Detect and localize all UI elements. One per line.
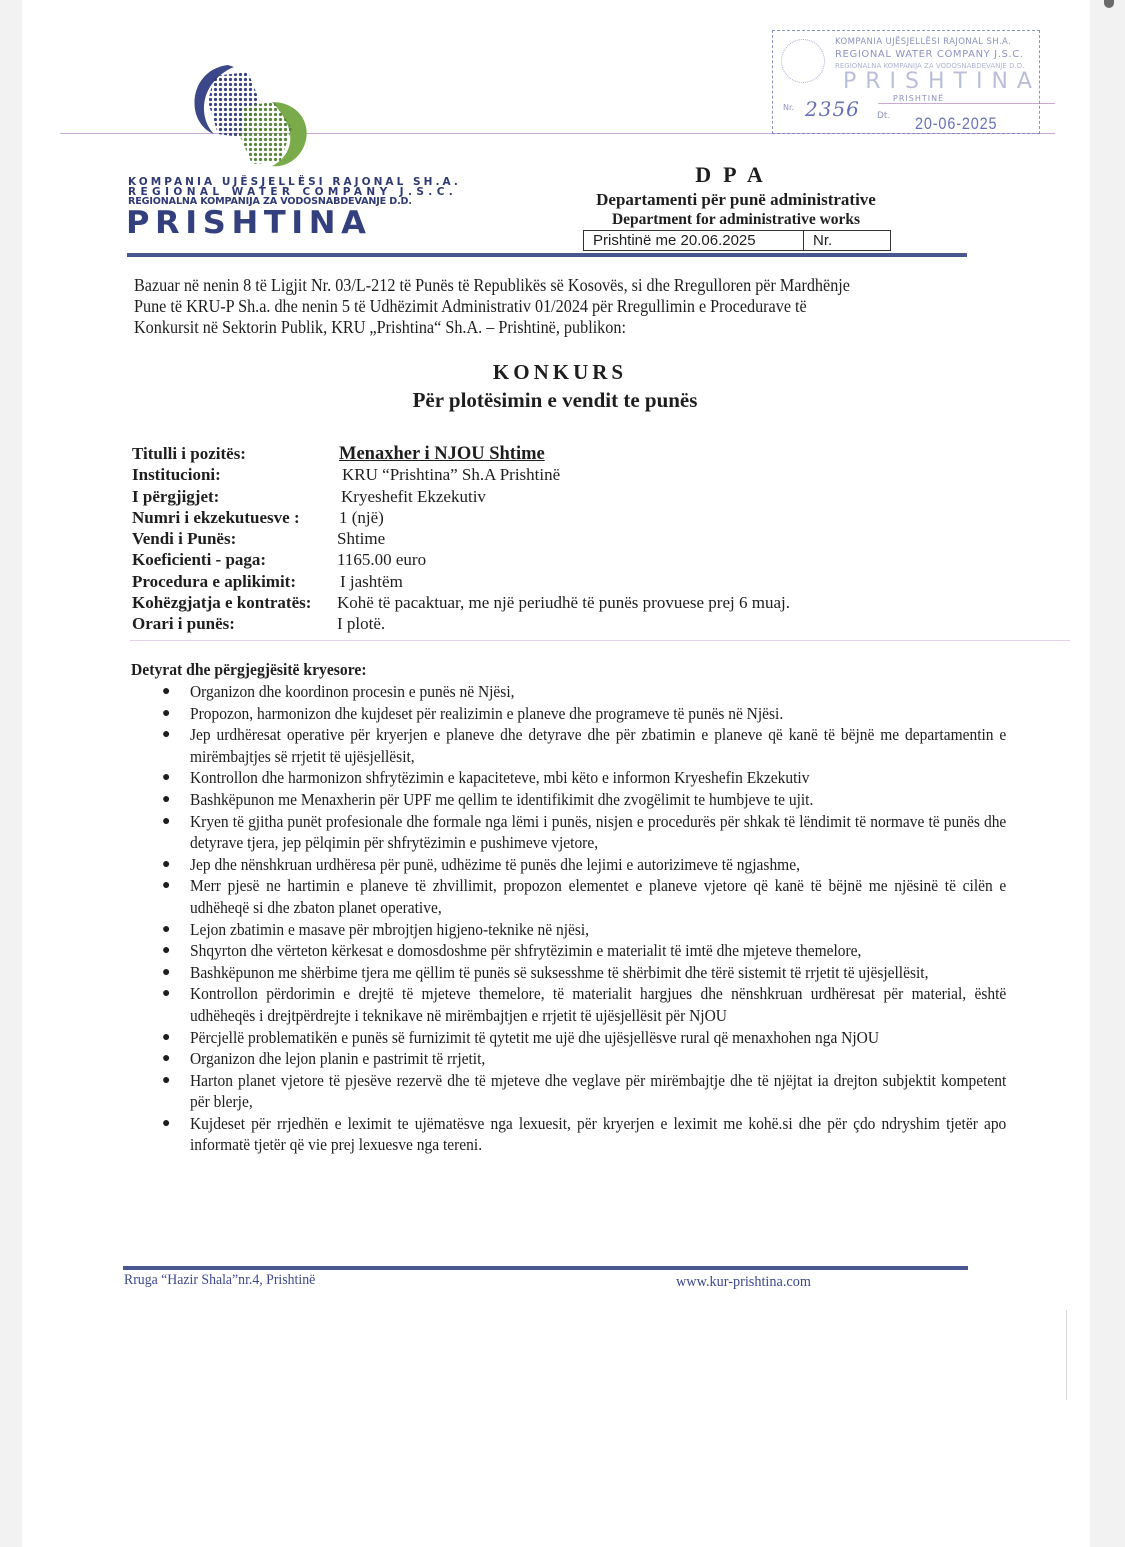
duty-item bbox=[150, 854, 980, 876]
duty-text: Bashkëpunon me Menaxherin për UPF me qellim te identifikimit dhe zvogëlimit te humbjeve te ujit. bbox=[190, 789, 814, 809]
detail-value: Kryeshefit Ekzekutiv bbox=[341, 486, 486, 506]
detail-row bbox=[132, 529, 932, 550]
document-subtitle: Për plotësimin e vendit te punës bbox=[412, 388, 698, 412]
duty-text: Shqyrton dhe vërteton kërkesat e domosdoshme për shfrytëzimin e materialit të imtë dhe mjeteve themelore, bbox=[190, 941, 862, 961]
duties-list bbox=[150, 681, 1007, 1156]
stamp-date: 20-06-2025 bbox=[915, 114, 998, 133]
duty-text: Bashkëpunon me shërbime tjera me qëllim të punës së suksesshme të shërbimit dhe tërë sistemit të rrjetit të ujësjellësit, bbox=[190, 962, 929, 982]
duty-text: Përcjellë problematikën e punës së furnizimit të qytetit me ujë dhe ujësjellësve rural që menaxhohen nga NjOU bbox=[190, 1027, 880, 1047]
department-code: DPA bbox=[695, 162, 775, 187]
detail-label: Koeficienti - paga: bbox=[132, 550, 267, 570]
stamp-line-1: KOMPANIA UJËSJELLËSI RAJONAL SH.A. bbox=[835, 37, 1012, 47]
duty-item bbox=[150, 919, 980, 941]
place-date: Prishtinë me 20.06.2025 bbox=[584, 231, 804, 250]
detail-value: 1 (një) bbox=[339, 507, 384, 527]
detail-label: Vendi i Punës: bbox=[132, 529, 237, 549]
detail-value: Kohë të pacaktuar, me një periudhë të punës provuese prej 6 muaj. bbox=[337, 593, 790, 613]
bullet-icon: ● bbox=[162, 813, 171, 829]
duty-item bbox=[150, 1048, 980, 1070]
position-title-value: Menaxher i NJOU Shtime bbox=[339, 444, 545, 464]
org-name-english: REGIONAL WATER COMPANY J.S.C. bbox=[128, 186, 458, 198]
department-name-albanian: Departamenti për punë administrative bbox=[596, 190, 876, 209]
detail-row bbox=[132, 614, 932, 635]
duty-text: Organizon dhe koordinon procesin e punës në Njësi, bbox=[190, 682, 515, 701]
detail-value: KRU “Prishtina” Sh.A Prishtinë bbox=[342, 465, 561, 485]
bullet-icon: ● bbox=[162, 986, 171, 1002]
duty-text: Kontrollon dhe harmonizon shfrytëzimin e kapaciteteve, mbi këto e informon Kryeshefin Ekzekutiv bbox=[190, 768, 810, 788]
duty-text: Kujdeset për rrjedhën e leximit te ujëmatësve nga lexuesit, për kryerjen e leximit me kohë.si dhe për çdo ndryshim tjetër apo informatë tjetër që vie prej lexuesve nga tereni. bbox=[190, 1113, 1007, 1155]
bullet-icon: ● bbox=[162, 791, 171, 807]
stamp-nr-label: Nr. bbox=[783, 103, 795, 112]
duty-item bbox=[150, 875, 1007, 918]
duty-text: Jep urdhëresat operative për kryerjen e planeve dhe detyrave dhe për zbatimin e planeve që kanë të bëjnë me departamentin e mirëmbajtjes së rrjetit të ujësjellësit, bbox=[190, 725, 1007, 766]
bullet-icon: ● bbox=[162, 943, 171, 959]
duty-text: Lejon zbatimin e masave për mbrojtjen higjeno-teknike në njësi, bbox=[190, 919, 590, 939]
document-title: KONKURS bbox=[492, 360, 628, 384]
detail-value: 1165.00 euro bbox=[337, 550, 427, 570]
scrollbar-thumb[interactable] bbox=[1104, 0, 1114, 8]
org-brand-name: PRISHTINA bbox=[126, 203, 372, 241]
stamp-date-label: Dt. bbox=[877, 111, 891, 121]
duty-text: Harton planet vjetore të pjesëve rezervë dhe të mjeteve dhe veglave për mirëmbajtje dhe të njëjtat ia drejton subjektit kompetent për blerje, bbox=[190, 1070, 1007, 1112]
bullet-icon: ● bbox=[162, 921, 171, 937]
stamp-city: PRISHTINË bbox=[893, 94, 945, 103]
detail-label: Institucioni: bbox=[132, 465, 221, 485]
detail-row bbox=[132, 465, 932, 486]
duty-text: Kryen të gjitha punët profesionale dhe formale nga lëmi i punës, nisjen e procedurës për shkak të lëndimit të normave të punës dhe detyrave tjera, jep pëlqimin për shfrytëzimin e pushimeve vjetore, bbox=[190, 811, 1007, 853]
reference-number-label: Nr. bbox=[813, 232, 833, 249]
detail-row bbox=[132, 444, 932, 465]
reference-box bbox=[583, 230, 891, 251]
duty-item bbox=[150, 1070, 1007, 1113]
footer-address: Rruga “Hazir Shala”nr.4, Prishtinë bbox=[124, 1272, 316, 1288]
detail-row bbox=[132, 508, 932, 529]
bullet-icon: ● bbox=[162, 1051, 171, 1067]
ruled-line bbox=[130, 640, 1070, 641]
org-name-albanian: KOMPANIA UJËSJELLËSI RAJONAL SH.A. bbox=[128, 176, 461, 188]
detail-label: Procedura e aplikimit: bbox=[132, 571, 296, 591]
department-name-english: Department for administrative works bbox=[611, 211, 861, 228]
stamp-logo-icon bbox=[781, 39, 825, 83]
footer-website-link[interactable]: www.kur-prishtina.com bbox=[676, 1274, 811, 1290]
duty-text: Kontrollon përdorimin e drejtë të mjeteve themelore, të materialit hargjues dhe nënshkruan urdhëresat për material, është udhëheqës i drejtpërdrejte i teknikave në mirëmbajtjen e rrjetit të ujësjellësit për NjOU bbox=[190, 984, 1007, 1025]
bullet-icon: ● bbox=[162, 727, 171, 743]
duty-item bbox=[150, 681, 980, 703]
detail-label: Titulli i pozitës: bbox=[132, 444, 246, 463]
duty-item bbox=[150, 962, 980, 984]
registry-stamp bbox=[772, 30, 1040, 134]
detail-label: Kohëzgjatja e kontratës: bbox=[132, 593, 312, 613]
stamp-line-3: REGIONALNA KOMPANIJA ZA VODOSNABDEVANJE D.D. bbox=[835, 62, 1025, 70]
bullet-icon: ● bbox=[162, 1072, 171, 1088]
scan-artifact-line bbox=[1066, 1310, 1067, 1400]
stamp-name: PRISHTINA bbox=[843, 69, 1041, 94]
bullet-icon: ● bbox=[162, 878, 171, 894]
duty-text: Jep dhe nënshkruan urdhëresa për punë, udhëzime të punës dhe lejimi e autorizimeve të ngjashme, bbox=[190, 854, 800, 874]
detail-value: I jashtëm bbox=[340, 571, 403, 591]
bullet-icon: ● bbox=[162, 856, 171, 872]
footer-divider bbox=[123, 1266, 968, 1270]
duty-item bbox=[150, 1027, 980, 1049]
duty-item bbox=[150, 811, 1007, 854]
duty-text: Organizon dhe lejon planin e pastrimit të rrjetit, bbox=[190, 1049, 486, 1069]
duty-text: Propozon, harmonizon dhe kujdeset për realizimin e planeve dhe programeve të punës në Njësi. bbox=[190, 703, 784, 723]
bullet-icon: ● bbox=[162, 705, 171, 721]
duty-item bbox=[150, 983, 1007, 1026]
position-details bbox=[132, 444, 932, 636]
duty-item bbox=[150, 703, 980, 725]
duty-item bbox=[150, 789, 980, 811]
intro-paragraph bbox=[134, 275, 906, 338]
duty-item bbox=[150, 724, 1007, 767]
duty-item bbox=[150, 940, 980, 962]
stamp-line-2: REGIONAL WATER COMPANY J.S.C. bbox=[835, 49, 1024, 60]
org-name-serbian: REGIONALNA KOMPANIJA ZA VODOSNABDEVANJE D.D. bbox=[128, 196, 412, 207]
detail-row bbox=[132, 572, 932, 593]
stamp-number: 2356 bbox=[805, 97, 860, 121]
bullet-icon: ● bbox=[162, 1115, 171, 1131]
bullet-icon: ● bbox=[162, 964, 171, 980]
detail-row bbox=[132, 487, 932, 508]
detail-label: I përgjigjet: bbox=[132, 486, 220, 506]
intro-line: Konkursit në Sektorin Publik, KRU „Prishtina“ Sh.A. – Prishtinë, publikon: bbox=[134, 317, 626, 337]
detail-value: Shtime bbox=[337, 529, 386, 549]
detail-row bbox=[132, 593, 932, 614]
duty-text: Merr pjesë ne hartimin e planeve të zhvillimit, propozon elementet e planeve vjetore që kanë të bëjnë me njësinë të cilën e udhëheqë si dhe zbaton planet operative, bbox=[190, 876, 1007, 917]
intro-line: Pune të KRU-P Sh.a. dhe nenin 5 të Udhëzimit Administrativ 01/2024 për Rregullimin e Procedurave të bbox=[134, 296, 807, 316]
water-drops-logo-icon bbox=[188, 62, 312, 170]
detail-row bbox=[132, 550, 932, 571]
duty-item bbox=[150, 1113, 1007, 1156]
detail-value: I plotë. bbox=[337, 614, 386, 634]
detail-label: Orari i punës: bbox=[132, 614, 235, 634]
bullet-icon: ● bbox=[162, 770, 171, 786]
bullet-icon: ● bbox=[162, 684, 171, 699]
duties-heading: Detyrat dhe përgjegjësitë kryesore: bbox=[131, 660, 367, 679]
header-divider bbox=[127, 253, 967, 257]
duty-item bbox=[150, 767, 980, 789]
detail-label: Numri i ekzekutuesve : bbox=[132, 507, 300, 527]
bullet-icon: ● bbox=[162, 1029, 171, 1045]
intro-line: Bazuar në nenin 8 të Ligjit Nr. 03/L-212 të Punës të Republikës së Kosovës, si dhe Rregulloren për Mardhënje bbox=[134, 275, 850, 295]
